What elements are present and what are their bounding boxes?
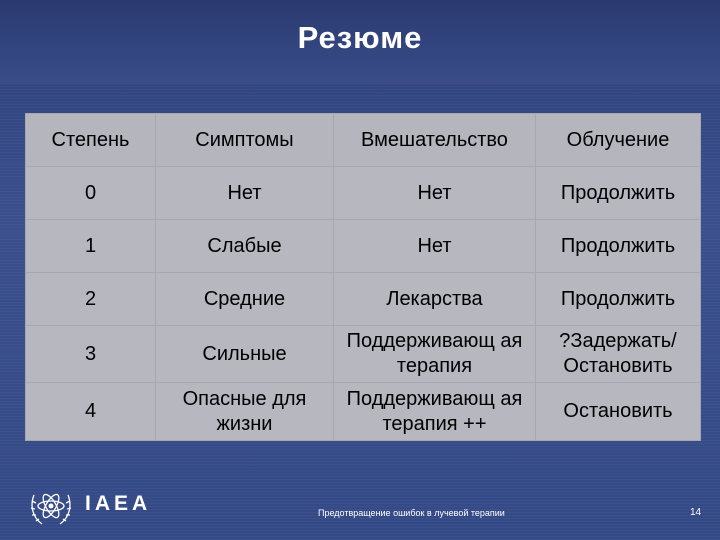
table-row [26,273,701,326]
table-cell: ?Задержать/ Остановить [536,326,701,383]
summary-table [25,113,701,441]
table-row [26,167,701,220]
header-cell: Вмешательство [334,114,536,167]
table-row [26,383,701,441]
footer-caption: Предотвращение ошибок в лучевой терапии [318,508,505,518]
table-header-row [26,114,701,167]
header-cell: Симптомы [156,114,334,167]
table-cell: 2 [26,273,156,326]
table-cell: Поддерживающ ая терапия [334,326,536,383]
iaea-emblem-icon [28,483,74,529]
table-cell: Опасные для жизни [156,383,334,441]
table-cell: Нет [156,167,334,220]
table-cell: 1 [26,220,156,273]
table-cell: Поддерживающ ая терапия ++ [334,383,536,441]
table-cell: 3 [26,326,156,383]
table-cell: Средние [156,273,334,326]
table-cell: Продолжить [536,273,701,326]
table-cell: Слабые [156,220,334,273]
table-row [26,326,701,383]
header-cell: Степень [26,114,156,167]
table-row [26,220,701,273]
table-cell: Сильные [156,326,334,383]
page-number: 14 [690,507,702,518]
table-cell: Нет [334,220,536,273]
table-cell: Продолжить [536,220,701,273]
table-cell: Продолжить [536,167,701,220]
table-cell: Остановить [536,383,701,441]
slide-title: Резюме [297,20,423,55]
header-cell: Облучение [536,114,701,167]
table-cell: 4 [26,383,156,441]
table-cell: Лекарства [334,273,536,326]
table-cell: 0 [26,167,156,220]
table-cell: Нет [334,167,536,220]
brand-wordmark: IAEA [85,492,152,515]
